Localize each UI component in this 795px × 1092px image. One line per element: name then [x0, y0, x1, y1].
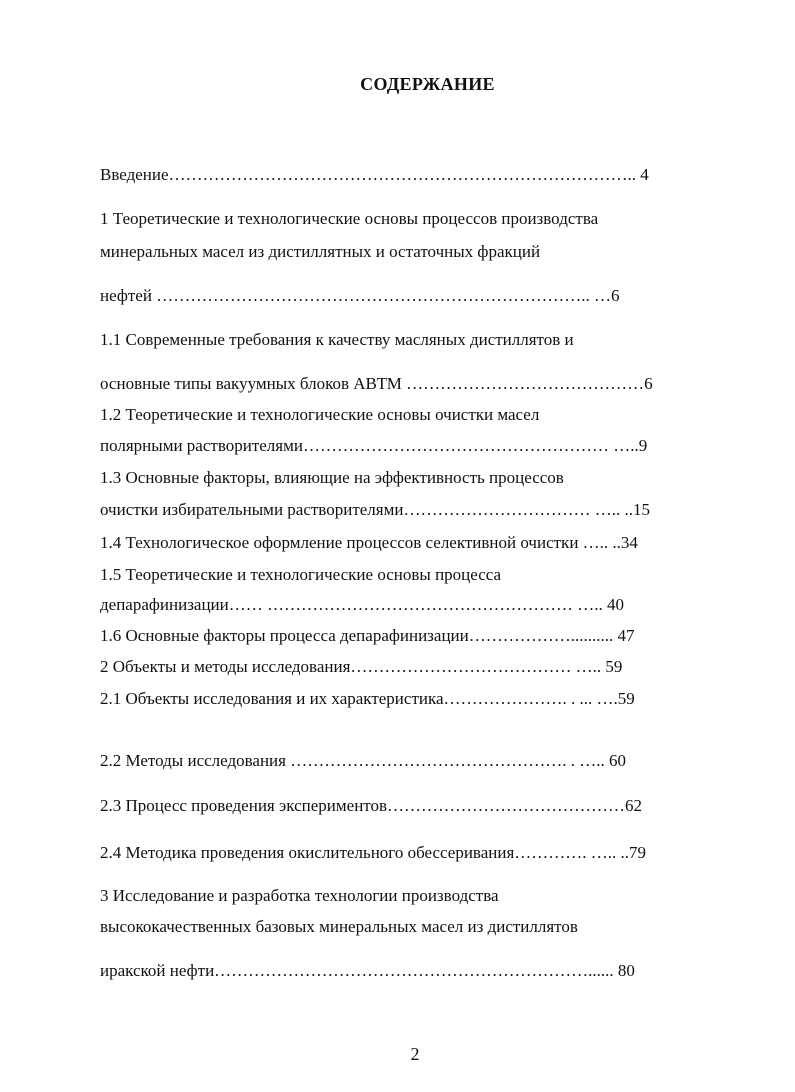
toc-entry-1-5-line-2: депарафинизации…… ……………………………………………… ….. 40 [100, 595, 624, 614]
toc-entry-1-line-3: нефтей ………………………………………………………………….. …6 [100, 286, 620, 305]
toc-entry-1-3-line-1: 1.3 Основные факторы, влияющие на эффективность процессов [100, 468, 564, 487]
toc-entry-1-line-1: 1 Теоретические и технологические основы процессов производства [100, 209, 599, 228]
toc-entry-3-line-1: 3 Исследование и разработка технологии производства [100, 886, 499, 905]
toc-entry-1-6: 1.6 Основные факторы процесса депарафинизации……………….......... 47 [100, 626, 635, 645]
toc-entry-2-4: 2.4 Методика проведения окислительного обессеривания…………. ….. ..79 [100, 843, 647, 862]
toc-entry-1-2-line-2: полярными растворителями……………………………………………… …..9 [100, 436, 648, 455]
toc-entry-1-2-line-1: 1.2 Теоретические и технологические основы очистки масел [100, 405, 540, 424]
toc-entry-3-line-2: высококачественных базовых минеральных масел из дистиллятов [100, 917, 578, 936]
toc-entry-1-3-line-2: очистки избирательными растворителями…………………………… ….. ..15 [100, 500, 650, 519]
toc-entry-introduction: Введение……………………………………………………………………….. 4 [100, 165, 649, 184]
toc-entry-2-2: 2.2 Методы исследования …………………………………………. . ….. 60 [100, 751, 626, 770]
toc-entry-2-3: 2.3 Процесс проведения экспериментов……………………………………62 [100, 796, 643, 815]
toc-entry-3-line-3: иракской нефти…………………………………………………………...... 80 [100, 961, 635, 980]
toc-entry-1-5-line-1: 1.5 Теоретические и технологические основы процесса [100, 565, 502, 584]
toc-entry-2-1: 2.1 Объекты исследования и их характеристика…………………. . ... ….59 [100, 689, 635, 708]
page-number: 2 [410, 1044, 420, 1064]
toc-entry-1-4: 1.4 Технологическое оформление процессов селективной очистки ….. ..34 [100, 533, 638, 552]
document-title: СОДЕРЖАНИЕ [360, 74, 495, 94]
toc-entry-1-1-line-1: 1.1 Современные требования к качеству масляных дистиллятов и [100, 330, 574, 349]
toc-entry-1-1-line-2: основные типы вакуумных блоков АВТМ ……………………………………6 [100, 374, 653, 393]
toc-entry-1-line-2: минеральных масел из дистиллятных и остаточных фракций [100, 242, 541, 261]
toc-entry-2: 2 Объекты и методы исследования………………………………… ….. 59 [100, 657, 623, 676]
